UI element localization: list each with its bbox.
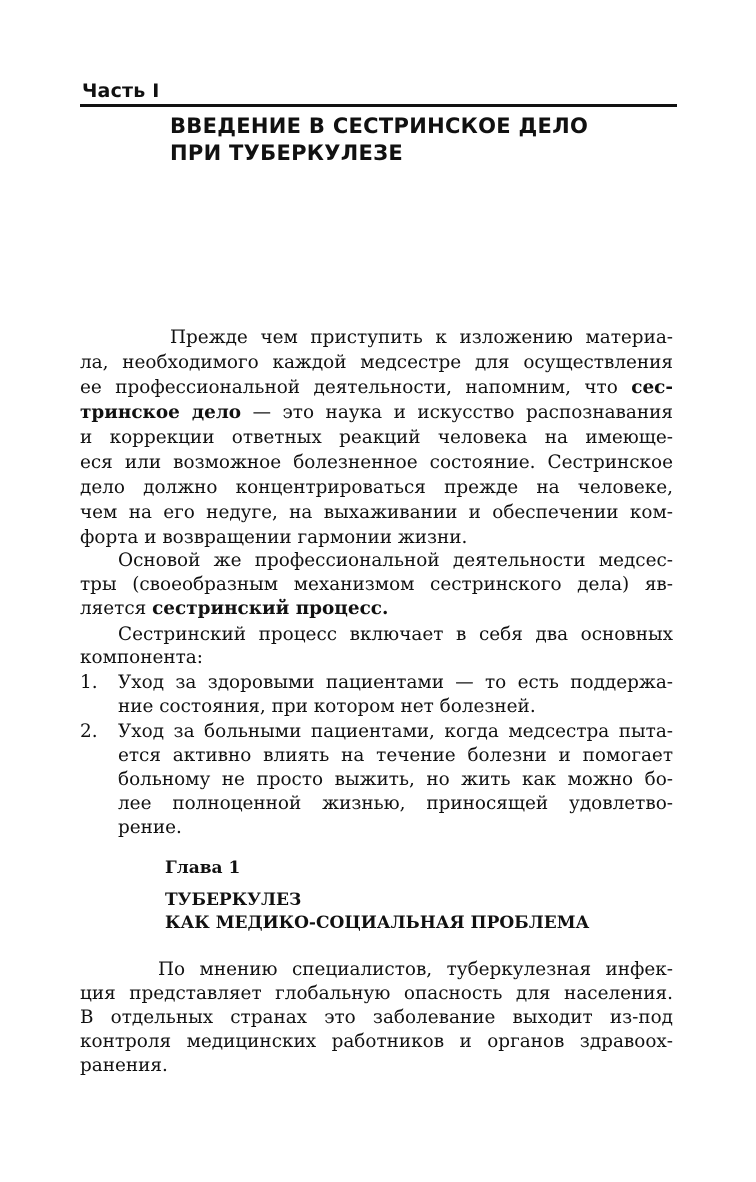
text-line: рение. [118, 817, 182, 838]
text-line [80, 597, 673, 621]
text-line [80, 376, 673, 400]
text-line: чем на его недуге, на выхаживании и обеспечении ком- [80, 502, 673, 523]
text-line: еся или возможное болезненное состояние. Сестринское [80, 452, 673, 473]
part-label: Часть I [82, 80, 160, 102]
text-line: тры (своеобразным механизмом сестринского дела) яв- [80, 574, 673, 595]
text-line: форта и возвращении гармонии жизни. [80, 527, 468, 548]
text-line: ние состояния, при котором нет болезней. [118, 696, 536, 717]
text-line: ла, необходимого каждой медсестре для осуществления [80, 352, 673, 373]
text-line [80, 401, 673, 425]
text-line: контроля медицинских работников и органов здравоох- [80, 1031, 673, 1052]
text-line: дело должно концентрироваться прежде на человеке, [80, 477, 673, 498]
text-line: ранения. [80, 1055, 168, 1076]
text-line: ция представляет глобальную опасность для населения. [80, 983, 673, 1004]
term-nursing-process: сестринский процесс. [152, 598, 389, 619]
term-nursing-part: сес- [631, 377, 673, 398]
list-item-number: 2. [80, 721, 98, 742]
text-line: компонента: [80, 647, 203, 668]
chapter-title [165, 889, 665, 935]
text-line: Сестринский процесс включает в себя два основных [118, 624, 673, 645]
part-rule [80, 104, 677, 107]
text-line: ется активно влиять на течение болезни и помогает [118, 745, 673, 766]
text-line: лее полноценной жизнью, приносящей удовлетво- [118, 793, 673, 814]
chapter-title-line: КАК МЕДИКО-СОЦИАЛЬНАЯ ПРОБЛЕМА [165, 913, 590, 933]
text-line: больному не просто выжить, но жить как можно бо- [118, 769, 673, 790]
text-line: По мнению специалистов, туберкулезная инфек- [158, 959, 673, 980]
part-title-line: ПРИ ТУБЕРКУЛЕЗЕ [170, 141, 404, 165]
text-line: Уход за здоровыми пациентами — то есть поддержа- [118, 672, 673, 693]
chapter-label: Глава 1 [165, 858, 241, 878]
text-run: ее профессиональной деятельности, напомним, что [80, 377, 632, 398]
term-nursing: тринское дело [80, 402, 242, 423]
text-line: Основой же профессиональной деятельности медсес- [118, 550, 673, 571]
text-run: — это наука и искусство распознавания [241, 402, 673, 423]
text-line: В отдельных странах это заболевание выходит из-под [80, 1007, 673, 1028]
text-line: и коррекции ответных реакций человека на имеюще- [80, 427, 673, 448]
chapter-title-line: ТУБЕРКУЛЕЗ [165, 890, 302, 910]
text-line: Уход за больными пациентами, когда медсестра пыта- [118, 721, 673, 742]
text-line: Прежде чем приступить к изложению материа- [170, 327, 673, 348]
text-run: ляется [80, 598, 153, 619]
list-item-number: 1. [80, 672, 98, 693]
part-title-line: ВВЕДЕНИЕ В СЕСТРИНСКОЕ ДЕЛО [170, 114, 589, 138]
part-title [170, 113, 670, 167]
